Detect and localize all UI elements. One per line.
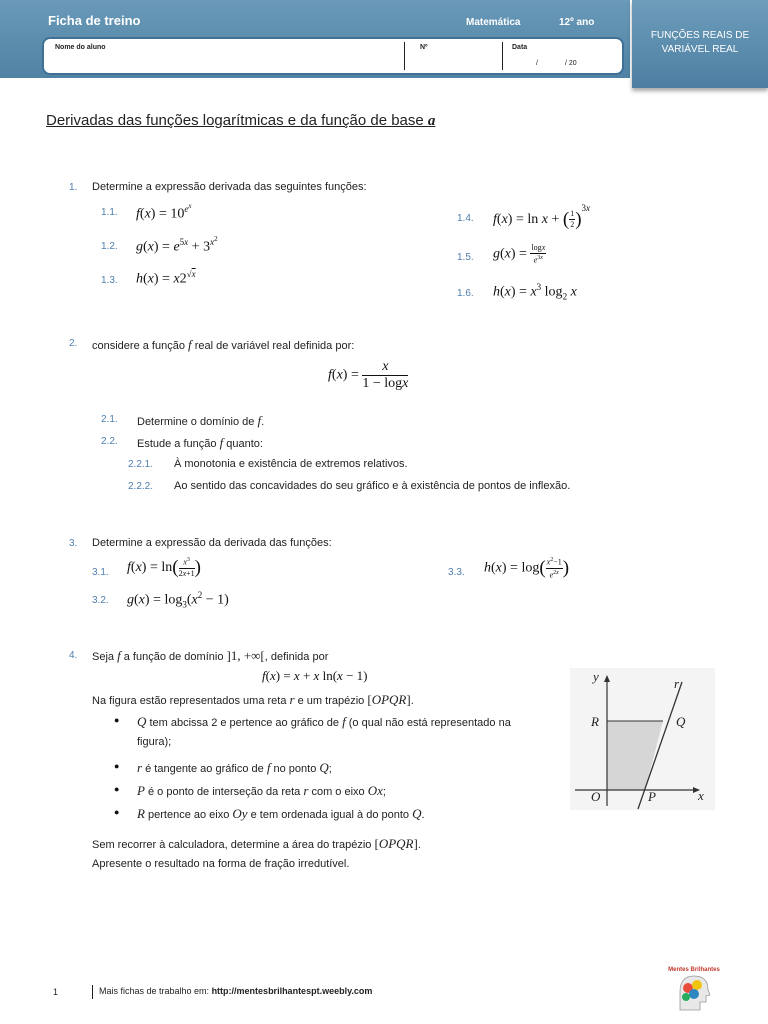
bullet-text: r é tangente ao gráfico de f no ponto Q; [137, 760, 332, 775]
origin-label: O [591, 789, 601, 804]
mentes-brilhantes-logo [664, 962, 724, 1012]
question-text: considere a função f real de variável real definida por: [92, 337, 355, 352]
question-number: 4. [69, 650, 78, 661]
bullet: ● [114, 807, 120, 817]
footer-divider [92, 985, 93, 999]
bullet: ● [114, 761, 120, 771]
divider [404, 42, 405, 70]
item-number: 2.2.1. [128, 459, 154, 470]
item-number: 2.2. [101, 436, 118, 447]
question-number: 3. [69, 538, 78, 549]
point-q-label: Q [676, 714, 686, 729]
bullet-text: figura); [137, 736, 172, 748]
item-number: 1.3. [101, 275, 118, 286]
bullet-text: Q tem abcissa 2 e pertence ao gráfico de f (o qual não está representado na [137, 714, 511, 729]
item-number: 1.4. [457, 213, 474, 224]
x-axis-label: x [698, 788, 704, 803]
school-year: 12º ano [559, 17, 595, 28]
question-text: Na figura estão representados uma reta r e um trapézio [OPQR]. [92, 692, 414, 707]
student-number-label: Nº [420, 44, 428, 51]
equation-1-5: g(x) = $\frac{\log x}{e^{3x}}$ [493, 243, 546, 265]
y-axis-label: y [593, 669, 599, 684]
date-separator: / [536, 60, 538, 67]
footer-link[interactable]: http://mentesbrilhantespt.weebly.com [211, 986, 373, 996]
item-number: 3.2. [92, 595, 109, 606]
subject: Matemática [466, 17, 521, 28]
item-number: 1.5. [457, 252, 474, 263]
item-number: 3.3. [448, 567, 465, 578]
footer-text: Mais fichas de trabalho em: http://mentesbrilhantespt.weebly.com [99, 986, 373, 996]
equation-1-2: $g(x) = e^{5x} + 3^{x^2}$ [136, 235, 218, 255]
page-title: Derivadas das funções logarítmicas e da função de base a [46, 112, 436, 129]
question-text: Determine a expressão da derivada das funções: [92, 537, 332, 549]
bullet-text: P é o ponto de interseção da reta r com o eixo Ox; [137, 783, 386, 798]
item-number: 2.2.2. [128, 481, 154, 492]
question-text: Apresente o resultado na forma de fração irredutível. [92, 858, 350, 870]
student-info-box [42, 37, 624, 75]
equation-3-1: f(x) = ln( $\frac{x^3}{2x+1}$ ) [127, 557, 201, 579]
equation-1-3: $h(x) = x2^{√x}$ [136, 269, 196, 287]
topic-line2: VARIÁVEL REAL [661, 44, 739, 55]
question-number: 1. [69, 182, 78, 193]
question-text: Determine a expressão derivada das seguintes funções: [92, 181, 367, 193]
bullet: ● [114, 784, 120, 794]
equation-3-2: $g(x) = \log_3(x^2 - 1)$ [127, 590, 229, 610]
item-text: À monotonia e existência de extremos relativos. [174, 458, 408, 470]
item-number: 3.1. [92, 567, 109, 578]
item-number: 1.2. [101, 241, 118, 252]
item-number: 1.6. [457, 288, 474, 299]
sheet-title: Ficha de treino [48, 13, 141, 28]
svg-text:Mentes Brilhantes: Mentes Brilhantes [668, 967, 720, 973]
item-text: Ao sentido das concavidades do seu gráfico e à existência de pontos de inflexão. [174, 480, 571, 492]
divider [502, 42, 503, 70]
date-label: Data [512, 44, 528, 51]
r-line-label: r [674, 676, 680, 691]
item-number: 2.1. [101, 414, 118, 425]
equation-1-4: f(x) = ln x + ( $\frac{1}{2}$ )$^{3x}$ [493, 203, 591, 230]
equation-2: f(x) = $\frac{x}{1 - \log x}$ [328, 359, 409, 391]
page-number: 1 [53, 987, 59, 997]
equation-1-1: $f(x) = 10^{e^x}$ [136, 202, 192, 222]
equation-3-3: h(x) = log( $\frac{x^2-1}{e^{2x}}$ ) [484, 557, 570, 580]
equation-1-6: $h(x) = x^3$ $\log_2 x$ [493, 282, 577, 302]
student-name-label: Nome do aluno [55, 44, 106, 51]
bullet-text: R pertence ao eixo Oy e tem ordenada igual à do ponto Q. [137, 806, 425, 821]
bullet: ● [114, 715, 120, 725]
date-total: / 20 [565, 60, 577, 67]
item-number: 1.1. [101, 207, 118, 218]
item-text: Estude a função f quanto: [137, 435, 263, 450]
question-text: Sem recorrer à calculadora, determine a área do trapézio [OPQR]. [92, 836, 421, 851]
question-text: Seja f a função de domínio ]1, +∞[, definida por [92, 648, 329, 663]
topic-line1: FUNÇÕES REAIS DE [650, 30, 750, 41]
equation-4: f(x) = x + x ln(x − 1) [262, 668, 368, 683]
point-p-label: P [648, 789, 656, 804]
question-number: 2. [69, 338, 78, 349]
point-r-label: R [591, 714, 599, 729]
item-text: Determine o domínio de f. [137, 413, 265, 428]
trapezoid-figure [570, 668, 715, 810]
